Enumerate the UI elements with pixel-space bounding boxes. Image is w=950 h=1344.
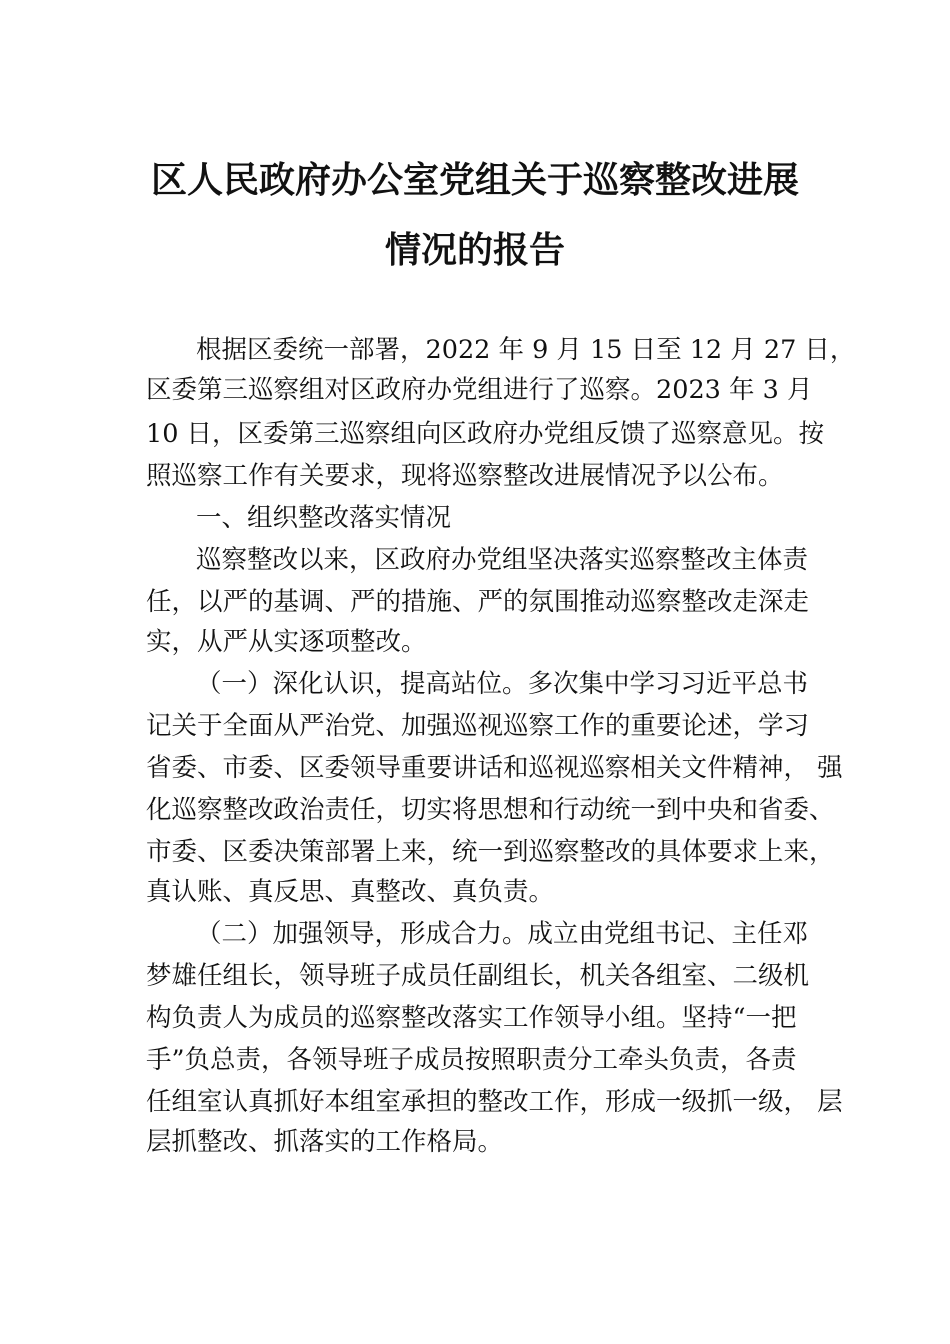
paragraph-line: 构负责人为成员的巡察整改落实工作领导小组。坚持“一把 <box>146 1003 797 1033</box>
paragraph-line: 省委、市委、区委领导重要讲话和巡视巡察相关文件精神， 强 <box>146 753 843 783</box>
paragraph-line: 化巡察整改政治责任，切实将思想和行动统一到中央和省委、 <box>146 795 835 825</box>
document-title-line-1: 区人民政府办公室党组关于巡察整改进展 <box>150 159 799 201</box>
paragraph-line: 层抓整改、抓落实的工作格局。 <box>146 1127 504 1157</box>
paragraph-line: 任组室认真抓好本组室承担的整改工作，形成一级抓一级， 层 <box>146 1087 843 1117</box>
paragraph-line: （二）加强领导，形成合力。成立由党组书记、主任邓 <box>196 919 809 949</box>
paragraph-line: 实，从严从实逐项整改。 <box>146 627 427 657</box>
paragraph-line: 市委、区委决策部署上来，统一到巡察整改的具体要求上来， <box>146 837 835 867</box>
paragraph-line: 梦雄任组长，领导班子成员任副组长，机关各组室、二级机 <box>146 961 810 991</box>
paragraph-line: 手”负总责，各领导班子成员按照职责分工牵头负责，各责 <box>146 1045 797 1075</box>
paragraph-line: 巡察整改以来，区政府办党组坚决落实巡察整改主体责 <box>196 545 809 575</box>
paragraph-line: 根据区委统一部署，2022 年 9 月 15 日至 12 月 27 日， <box>196 335 856 365</box>
paragraph-line: 真认账、真反思、真整改、真负责。 <box>146 877 555 907</box>
paragraph-line: （一）深化认识，提高站位。多次集中学习习近平总书 <box>196 669 809 699</box>
section-heading: 一、组织整改落实情况 <box>196 503 452 533</box>
paragraph-line: 记关于全面从严治党、加强巡视巡察工作的重要论述，学习 <box>146 711 810 741</box>
paragraph-line: 区委第三巡察组对区政府办党组进行了巡察。2023 年 3 月 <box>146 375 813 405</box>
paragraph-line: 照巡察工作有关要求，现将巡察整改进展情况予以公布。 <box>146 461 784 491</box>
document-title-line-2: 情况的报告 <box>384 229 565 271</box>
paragraph-line: 10 日，区委第三巡察组向区政府办党组反馈了巡察意见。按 <box>146 419 825 449</box>
paragraph-line: 任，以严的基调、严的措施、严的氛围推动巡察整改走深走 <box>146 587 810 617</box>
